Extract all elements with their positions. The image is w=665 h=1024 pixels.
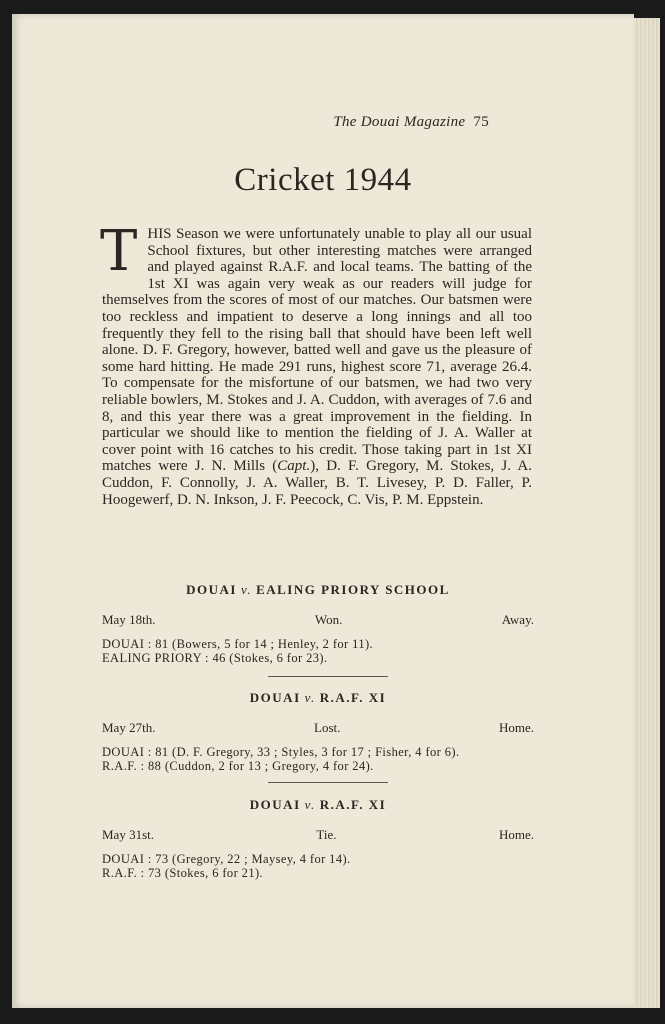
versus: v. (304, 690, 316, 705)
opponent-team: R.A.F. XI (319, 690, 387, 705)
match-date: May 18th. (102, 612, 156, 627)
magazine-name: The Douai Magazine (333, 114, 466, 130)
drop-cap: T (100, 219, 138, 284)
match-result: Lost. (314, 720, 341, 735)
match-scores (102, 638, 534, 665)
running-header (333, 114, 489, 131)
match-venue: Away. (501, 612, 534, 627)
match-heading (102, 690, 534, 706)
score-line: DOUAI : 73 (Gregory, 22 ; Maysey, 4 for 14). (102, 852, 351, 866)
match-result: Tie. (316, 827, 337, 842)
match-scores (102, 853, 534, 880)
opponent-team: EALING PRIORY SCHOOL (256, 582, 450, 597)
body-text-main: HIS Season we were unfortunately unable to play all our usual School fixtures, but other interesting matches were arranged and played against R.A.F. and local teams. The batting of the 1st XI was again very weak as our readers will judge for themselves from the scores of most of our matches. Our batsmen were too reckless and impatient to deserve a long innings and all too frequently they fell to the rising ball that should have been left well alone. D. F. Gregory, however, batted well and gave us the pleasure of some hard hitting. He made 291 runs, highest score 71, average 26.4. To compensate for the misfortune of our batsmen, we had two very reliable bowlers, M. Stokes and J. A. Cuddon, with averages of 7.6 and 8, and this year there was a great improvement in the fielding. In particular we should like to mention the fielding of J. A. Waller at cover point with 16 catches to his credit. Those taking part in 1st XI matches were J. N. Mills ( (102, 226, 532, 475)
home-team: DOUAI (249, 797, 301, 812)
score-line: DOUAI : 81 (Bowers, 5 for 14 ; Henley, 2 for 11). (102, 637, 374, 651)
opponent-team: R.A.F. XI (319, 797, 387, 812)
score-line: R.A.F. : 88 (Cuddon, 2 for 13 ; Gregory, 4 for 24). (102, 758, 374, 773)
body-text-end: ), D. F. Gregory, M. Stokes, J. A. Cuddon, F. Connolly, J. A. Waller, B. T. Livesey, P. D. Faller, P. Hoogewerf, D. N. Inkson, J. F. Peecock, C. Vis, P. M. Eppstein. (102, 458, 532, 508)
match-meta (102, 612, 534, 628)
match-venue: Home. (498, 720, 534, 735)
match-meta (102, 827, 534, 843)
match-heading (102, 582, 534, 598)
match-heading (102, 797, 534, 813)
match-report-raf-1 (102, 690, 534, 773)
versus: v. (304, 797, 316, 812)
versus: v. (241, 582, 253, 597)
article-body (100, 219, 532, 508)
magazine-page (12, 14, 634, 1008)
page-edges (634, 18, 660, 1008)
home-team: DOUAI (249, 690, 301, 705)
match-venue: Home. (498, 827, 534, 842)
score-line: R.A.F. : 73 (Stokes, 6 for 21). (102, 865, 264, 880)
score-line: EALING PRIORY : 46 (Stokes, 6 for 23). (102, 650, 328, 665)
match-date: May 27th. (102, 720, 156, 735)
match-date: May 31st. (102, 827, 154, 842)
match-report-ealing (102, 582, 534, 665)
score-line: DOUAI : 81 (D. F. Gregory, 33 ; Styles, 3 for 17 ; Fisher, 4 for 6). (102, 745, 460, 759)
article-title: Cricket 1944 (234, 162, 412, 198)
match-report-raf-2 (102, 797, 534, 880)
match-scores (102, 746, 534, 773)
home-team: DOUAI (186, 582, 237, 597)
page-number: 75 (473, 114, 489, 130)
match-meta (102, 720, 534, 736)
captain-abbrev: Capt. (277, 458, 311, 475)
match-result: Won. (314, 612, 343, 627)
separator-rule (268, 782, 388, 783)
separator-rule (268, 676, 388, 677)
